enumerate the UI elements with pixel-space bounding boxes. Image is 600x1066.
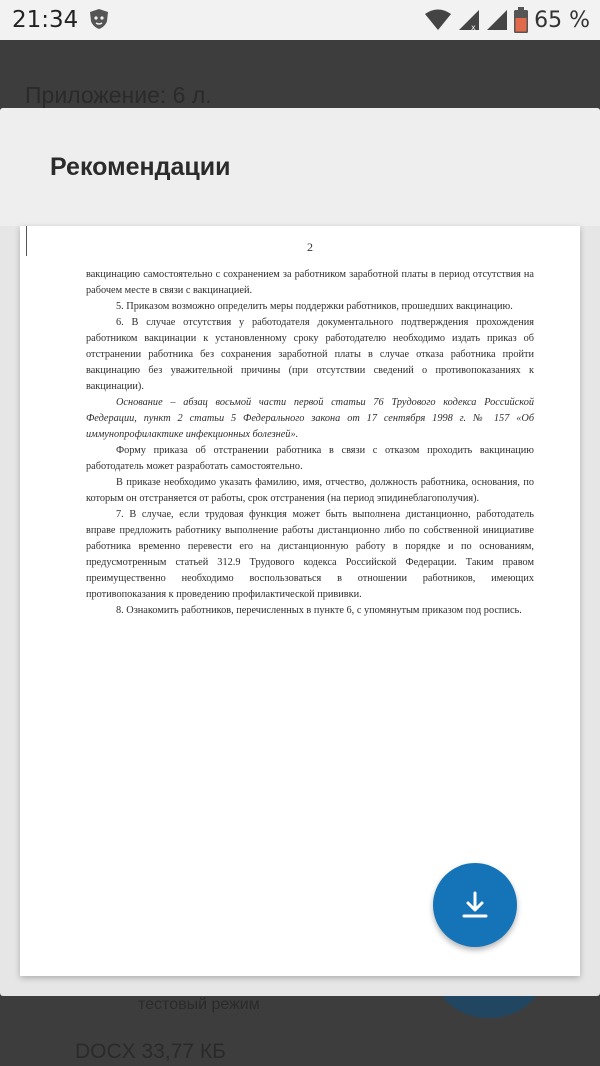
sheet-header (0, 108, 600, 226)
background-file-meta: DOCX 33,77 КБ (75, 1040, 226, 1063)
document-paragraph: 6. В случае отсутствия у работодателя документального подтверждения прохождения работником вакцинации к установленному сроку работодателю необходимо издать приказ об отстранении работника без сохранения заработной платы в случае отказа работника пройти вакцинацию без уважительной причины (при отсутствии сведений о противопоказаниях к вакцинации). (86, 317, 534, 392)
svg-text:x: x (471, 23, 476, 32)
background-subtitle: тестовый режим (138, 996, 260, 1013)
download-icon (459, 889, 491, 921)
document-paragraph: Основание – абзац восьмой части первой статьи 76 Трудового кодекса Российской Федерации, пункт 2 статьи 5 Федерального закона от 17 сентября 1998 г. № 157 «Об иммунопрофилактике инфекционных болезней». (86, 397, 534, 440)
sheet-title: Рекомендации (50, 153, 231, 181)
download-button[interactable] (433, 863, 517, 947)
document-paragraph: В приказе необходимо указать фамилию, имя, отчество, должность работника, основания, по которым он отстраняется от работы, срок отстранения (на период эпидинеблагополучия). (86, 477, 534, 504)
status-bar (0, 0, 600, 40)
document-paragraph: 8. Ознакомить работников, перечисленных в пункте 6, с упомянутым приказом под роспись. (116, 605, 522, 616)
shield-app-icon (88, 8, 110, 30)
status-icons (424, 7, 590, 33)
document-paragraph: 5. Приказом возможно определить меры поддержки работников, прошедших вакцинацию. (116, 301, 513, 312)
battery-icon (514, 7, 528, 33)
signal-icon (458, 8, 480, 32)
document-text (86, 267, 534, 619)
document-paragraph: 7. В случае, если трудовая функция может быть выполнена дистанционно, работодатель вправе предложить работнику выполнение работы дистанционно либо по собственной инициативе работника временно перевести его на дистанционную работу в порядке и по основаниям, предусмотренным статьей 312.9 Трудового кодекса Российской Федерации. Таким правом преимущественно необходимо воспользоваться в отношении работников, имеющих противопоказания к проведению профилактической прививки. (86, 509, 534, 600)
status-time: 21:34 (12, 7, 79, 33)
wifi-icon (424, 8, 452, 32)
signal-icon (486, 8, 508, 32)
page-number: 2 (307, 240, 313, 254)
background-title: Приложение: 6 л. (25, 82, 212, 108)
document-paragraph: вакцинацию самостоятельно с сохранением за работником заработной платы в период отсутствия на рабочем месте в связи с вакцинацией. (86, 269, 534, 296)
document-page[interactable] (20, 226, 580, 976)
document-paragraph: Форму приказа об отстранении работника в связи с отказом проходить вакцинацию работодатель может разработать самостоятельно. (86, 445, 534, 472)
battery-percent: 65 % (534, 7, 590, 33)
